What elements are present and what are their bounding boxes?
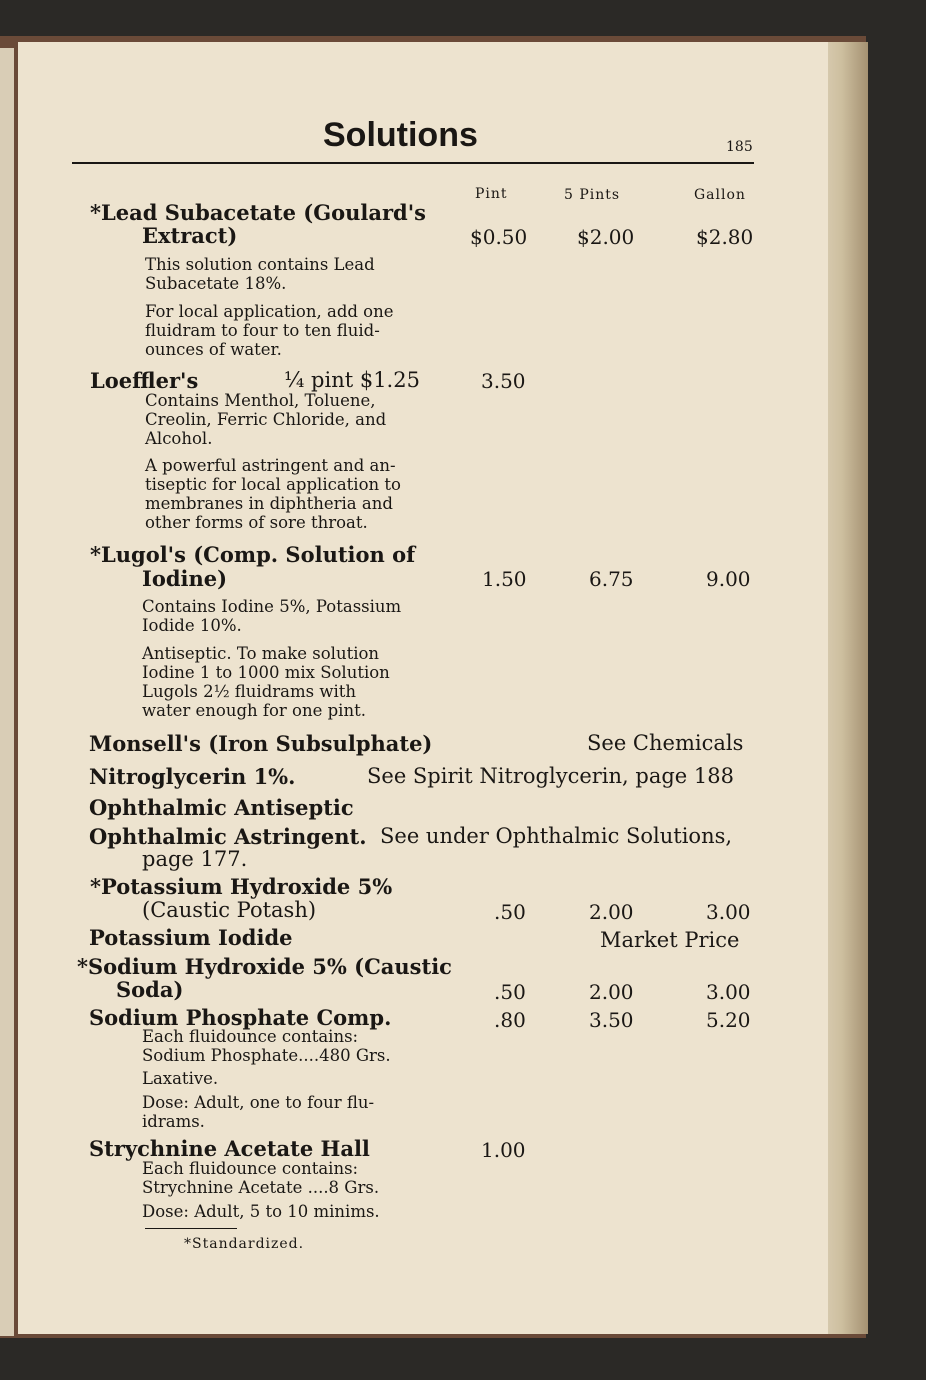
sodium-phosphate-price-5-pints: 3.50	[589, 1008, 634, 1032]
entry-potassium-hydroxide-line2: (Caustic Potash)	[142, 898, 317, 922]
entry-sodium-hydroxide-line2: Soda)	[116, 977, 184, 1002]
sodium-phosphate-description-3: Dose: Adult, one to four flu- idrams.	[142, 1093, 375, 1131]
loeffler-quarter-pint-price: ¼ pint $1.25	[284, 368, 420, 392]
page-block-edge	[824, 42, 868, 1334]
nitroglycerin-note: See Spirit Nitroglycerin, page 188	[367, 764, 734, 788]
strychnine-description-2: Dose: Adult, 5 to 10 minims.	[142, 1202, 380, 1221]
sodium-hydroxide-price-pint: .50	[494, 980, 526, 1004]
potassium-hydroxide-price-gallon: 3.00	[706, 900, 751, 924]
book-page	[18, 42, 828, 1334]
lead-price-5-pints: $2.00	[577, 225, 635, 249]
sodium-phosphate-price-gallon: 5.20	[706, 1008, 751, 1032]
page-number: 185	[726, 139, 753, 155]
sodium-hydroxide-price-5-pints: 2.00	[589, 980, 634, 1004]
lugol-price-gallon: 9.00	[706, 567, 751, 591]
sodium-phosphate-description-2: Laxative.	[142, 1069, 219, 1088]
sodium-phosphate-description-1: Each fluidounce contains: Sodium Phosphate....480 Grs.	[142, 1027, 391, 1065]
column-header-pint: Pint	[475, 186, 508, 202]
lead-price-gallon: $2.80	[696, 225, 754, 249]
header-rule	[72, 162, 754, 164]
loeffler-description-2: A powerful astringent and an- tiseptic for local application to membranes in diphtheria and other forms of sore throat.	[145, 456, 401, 532]
strychnine-price-pint: 1.00	[481, 1138, 526, 1162]
footnote: *Standardized.	[184, 1236, 305, 1252]
entry-ophthalmic-astringent: Ophthalmic Astringent.	[89, 824, 367, 849]
ophthalmic-astringent-note-page: page 177.	[142, 847, 248, 871]
loeffler-price-pint: 3.50	[481, 369, 526, 393]
lugol-price-5-pints: 6.75	[589, 567, 634, 591]
ophthalmic-astringent-note: See under Ophthalmic Solutions,	[380, 824, 733, 848]
entry-sodium-hydroxide-line1: *Sodium Hydroxide 5% (Caustic	[77, 954, 452, 979]
entry-lead-name-line2: Extract)	[142, 223, 238, 248]
strychnine-description-1: Each fluidounce contains: Strychnine Acetate ....8 Grs.	[142, 1159, 380, 1197]
entry-loeffler-name: Loeffler's	[90, 368, 199, 393]
lugol-description-2: Antiseptic. To make solution Iodine 1 to 1000 mix Solution Lugols 2½ fluidrams with water enough for one pint.	[142, 644, 390, 720]
lead-description-1: This solution contains Lead Subacetate 18%.	[145, 255, 375, 293]
lugol-description-1: Contains Iodine 5%, Potassium Iodide 10%.	[142, 597, 402, 635]
entry-lead-name-line1: *Lead Subacetate (Goulard's	[90, 200, 426, 225]
sodium-phosphate-price-pint: .80	[494, 1008, 526, 1032]
left-page-sliver	[0, 48, 14, 1336]
potassium-hydroxide-price-pint: .50	[494, 900, 526, 924]
footnote-rule	[145, 1228, 237, 1229]
entry-nitroglycerin-name: Nitroglycerin 1%.	[89, 764, 296, 789]
lead-price-pint: $0.50	[470, 225, 528, 249]
sodium-hydroxide-price-gallon: 3.00	[706, 980, 751, 1004]
entry-sodium-phosphate-name: Sodium Phosphate Comp.	[89, 1005, 392, 1030]
entry-ophthalmic-antiseptic: Ophthalmic Antiseptic	[89, 795, 354, 820]
entry-potassium-hydroxide-line1: *Potassium Hydroxide 5%	[90, 874, 393, 899]
column-header-gallon: Gallon	[694, 187, 746, 203]
monsell-note: See Chemicals	[587, 731, 744, 755]
column-header-5-pints: 5 Pints	[564, 187, 621, 203]
entry-lugol-name-line2: Iodine)	[142, 566, 228, 591]
potassium-hydroxide-price-5-pints: 2.00	[589, 900, 634, 924]
lead-description-2: For local application, add one fluidram to four to ten fluid- ounces of water.	[145, 302, 394, 359]
page-title: Solutions	[323, 116, 478, 154]
entry-strychnine-name: Strychnine Acetate Hall	[89, 1136, 370, 1161]
entry-monsell-name: Monsell's (Iron Subsulphate)	[89, 731, 433, 756]
lugol-price-pint: 1.50	[482, 567, 527, 591]
potassium-iodide-note: Market Price	[600, 928, 740, 952]
entry-lugol-name-line1: *Lugol's (Comp. Solution of	[90, 542, 416, 567]
loeffler-description-1: Contains Menthol, Toluene, Creolin, Ferric Chloride, and Alcohol.	[145, 391, 387, 448]
entry-potassium-iodide-name: Potassium Iodide	[89, 925, 293, 950]
